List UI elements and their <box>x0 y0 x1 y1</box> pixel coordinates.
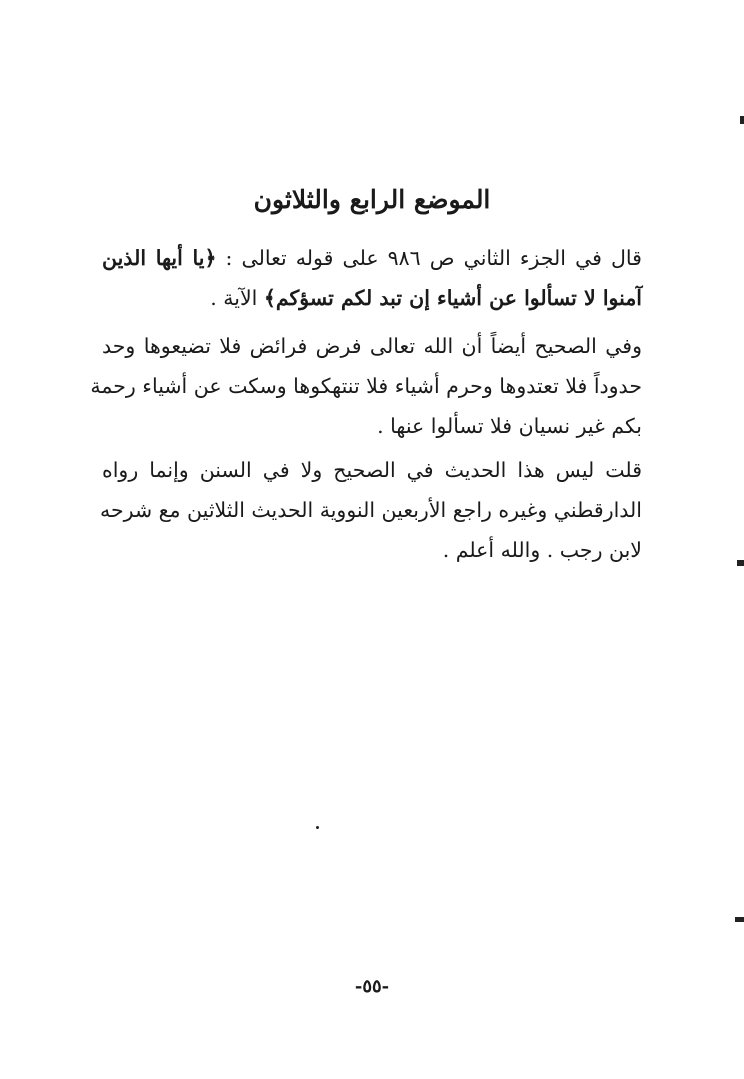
scan-edge-mark <box>737 560 744 566</box>
paragraph-line: لابن رجب . والله أعلم . <box>442 538 642 562</box>
section-heading: الموضع الرابع والثلاثون <box>253 185 491 214</box>
paragraph-line: الدارقطني وغيره راجع الأربعين النووية الحديث الثلاثين مع شرحه <box>99 498 642 522</box>
paragraph-line: وفي الصحيح أيضاً أن الله تعالى فرض فرائض فلا تضيعوها وحد <box>102 334 642 358</box>
paragraph-line: بكم غير نسيان فلا تسألوا عنها . <box>377 414 642 438</box>
paragraph-comment <box>99 450 642 570</box>
paragraph-line: قلت ليس هذا الحديث في الصحيح ولا في السنن وإنما رواه <box>102 458 642 482</box>
paragraph-line <box>102 278 642 318</box>
scan-edge-mark <box>735 917 744 922</box>
scan-speck <box>316 826 319 829</box>
paragraph-line: حدوداً فلا تعتدوها وحرم أشياء فلا تنتهكوها وسكت عن أشياء رحمة <box>90 374 642 398</box>
line-text: قال في الجزء الثاني ص ٩٨٦ على قوله تعالى : <box>216 246 642 270</box>
paragraph-line <box>102 238 642 278</box>
scan-edge-mark <box>740 116 744 124</box>
page-number: -٥٥- <box>354 976 390 997</box>
line-text: الآية . <box>210 286 264 310</box>
paragraph-hadith <box>90 326 642 446</box>
quran-verse-text: آمنوا لا تسألوا عن أشياء إن تبد لكم تسؤكم﴾ <box>263 286 642 310</box>
paragraph-quote <box>102 238 642 318</box>
quran-verse-text: ﴿يا أيها الذين <box>102 246 217 270</box>
